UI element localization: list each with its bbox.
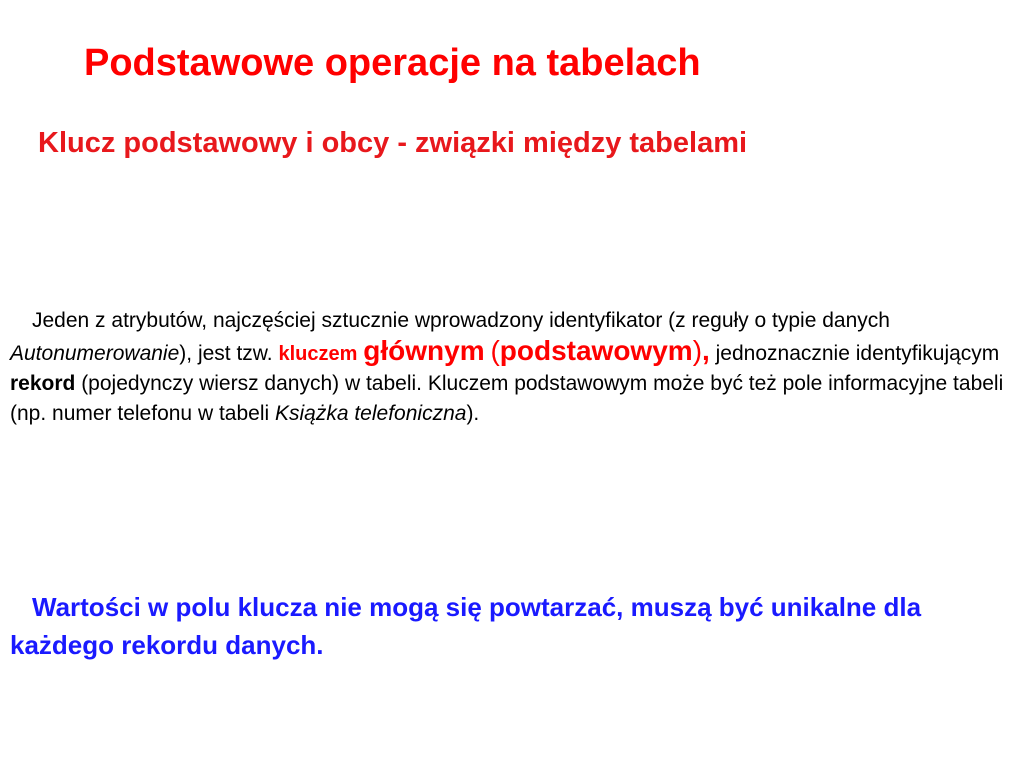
- table-name-ksiazka-telefoniczna: Książka telefoniczna: [274, 402, 467, 425]
- paragraph-text: ).: [466, 402, 480, 425]
- term-podstawowym: podstawowym: [499, 335, 693, 366]
- paren-close: ): [692, 335, 703, 366]
- paren-open: (: [490, 335, 500, 366]
- comma: ,: [702, 335, 710, 366]
- paragraph-text: jednoznacznie identyfikującym: [709, 342, 1000, 365]
- paragraph-text: ), jest tzw.: [179, 342, 279, 365]
- note-text: Wartości w polu klucza nie mogą się powtarzać, muszą być unikalne dla każdego rekordu danych.: [10, 592, 922, 660]
- slide-title: Podstawowe operacje na tabelach: [84, 42, 701, 84]
- paragraph-text: (pojedynczy wiersz danych) w tabeli. Kluczem podstawowym może być też pole informacyjne tabeli (np. numer telefonu w tabeli: [10, 372, 1004, 425]
- paragraph-text: Jeden z atrybutów, najczęściej sztucznie wprowadzony identyfikator (z reguły o typie danych: [32, 309, 890, 332]
- uniqueness-note-paragraph: [10, 588, 1018, 664]
- slide-subtitle: Klucz podstawowy i obcy - związki między tabelami: [38, 127, 748, 159]
- datatype-autonumber: Autonumerowanie: [10, 342, 180, 365]
- primary-key-definition-paragraph: [10, 306, 1018, 429]
- term-glownym: głównym: [363, 335, 485, 366]
- term-kluczem: kluczem: [278, 343, 358, 365]
- term-rekord: rekord: [10, 372, 76, 395]
